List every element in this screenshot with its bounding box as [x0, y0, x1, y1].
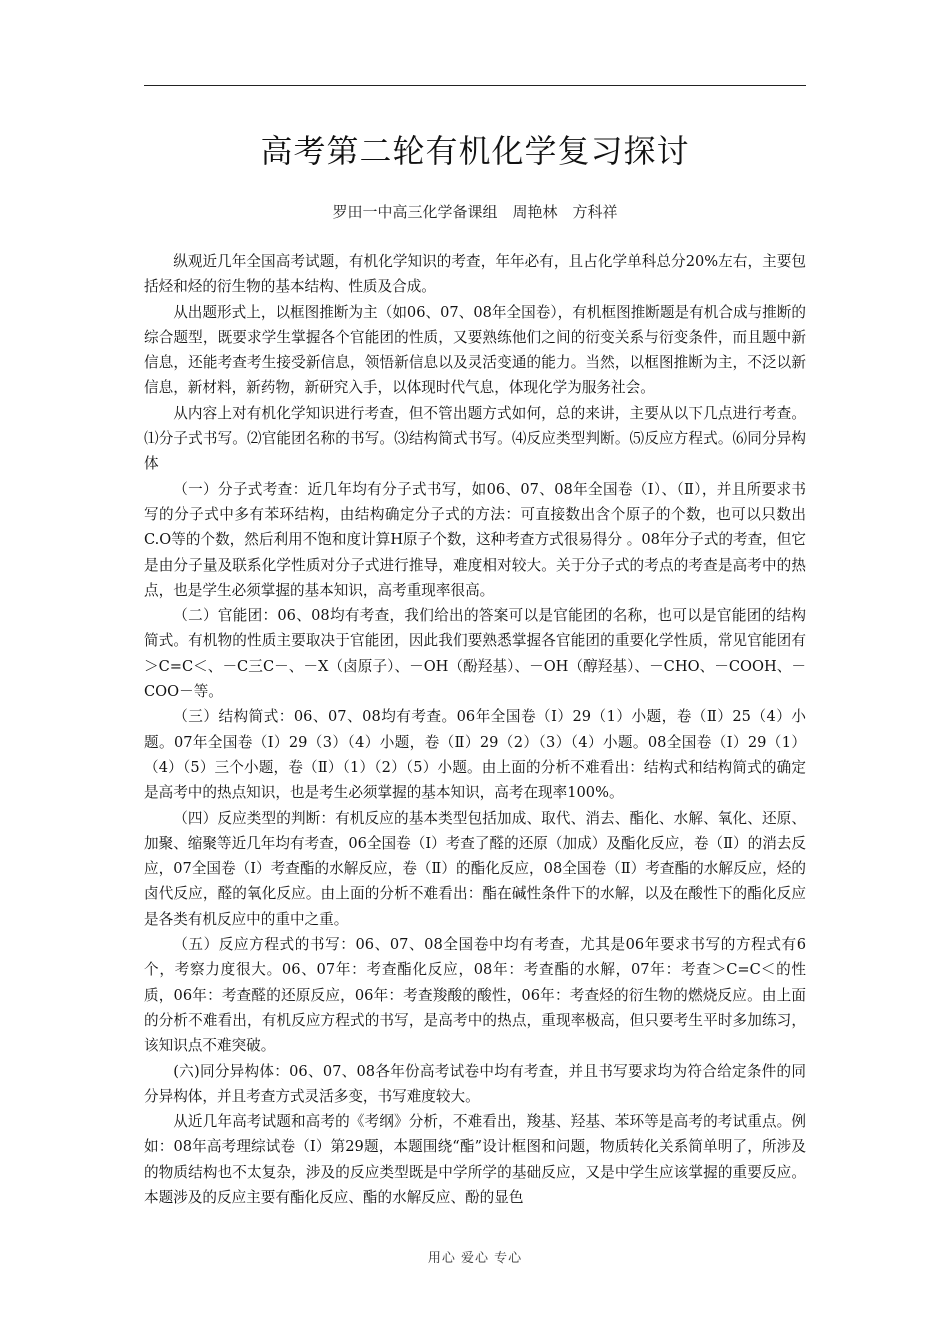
paragraph-molecular-formula: （一）分子式考查：近几年均有分子式书写，如06、07、08年全国卷（Ⅰ）、（Ⅱ），并且所要求书写的分子式中多有苯环结构，由结构确定分子式的方法：可直接数出含个原子的个数，也可以只数出C.O等的个数，然后利用不饱和度计算H原子个数，这种考查方式很易得分 。08年分子式的考查，但它是由分子量及联系化学性质对分子式进行推导，难度相对较大。关于分子式的考点的考查是高考中的热点，也是学生必须掌握的基本知识，高考重现率很高。 [144, 480, 806, 599]
document-authors: 罗田一中高三化学备课组 周艳林 方科祥 [332, 203, 618, 221]
paragraph-form: 从出题形式上，以框图推断为主（如06、07、08年全国卷），有机框图推断题是有机合成与推断的综合题型，既要求学生掌握各个官能团的性质，又要熟练他们之间的衍变关系与衍变条件，而且题中新信息，还能考查考生接受新信息，领悟新信息以及灵活变通的能力。当然，以框图推断为主，不泛以新信息，新材料，新药物，新研究入手，以体现时代气息，体现化学为服务社会。 [144, 303, 806, 397]
document-title: 高考第二轮有机化学复习探讨 [260, 132, 690, 170]
paragraph-reaction-equations: （五）反应方程式的书写：06、07、08全国卷中均有考查，尤其是06年要求书写的方程式有6个，考察力度很大。06、07年：考查酯化反应，08年：考查酯的水解，07年：考查＞C=C＜的性质，06年：考查醛的还原反应，06年：考查羧酸的酸性，06年：考查烃的衍生物的燃烧反应。由上面的分析不难看出，有机反应方程式的书写，是高考中的热点，重现率极高，但只要考生平时多加练习，该知识点不难突破。 [144, 936, 806, 1055]
paragraph-intro: 纵观近几年全国高考试题，有机化学知识的考查，年年必有，且占化学单科总分20%左右，主要包括烃和烃的衍生物的基本结构、性质及合成。 [144, 253, 806, 296]
paragraph-functional-groups: （二）官能团：06、08均有考查，我们给出的答案可以是官能团的名称，也可以是官能团的结构简式。有机物的性质主要取决于官能团，因此我们要熟悉掌握各官能团的重要化学性质，常见官能团有＞C=C＜、－C三C－、－X（卤原子）、－OH（酚羟基）、－OH（醇羟基）、－CHO、－COOH、－COO－等。 [144, 607, 806, 701]
page-footer: 用心 爱心 专心 [427, 1251, 523, 1266]
paragraph-structural-formula: （三）结构简式：06、07、08均有考查。06年全国卷（Ⅰ）29（1）小题，卷（Ⅱ）25（4）小题。07年全国卷（Ⅰ）29（3）（4）小题，卷（Ⅱ）29（2）（3）（4）小题。08全国卷（Ⅰ）29（1）（4）（5）三个小题，卷（Ⅱ）（1）（2）（5）小题。由上面的分析不难看出：结构式和结构简式的确定是高考中的热点知识，也是考生必须掌握的基本知识，高考在现率100%。 [144, 708, 806, 802]
document-body [144, 249, 806, 1210]
paragraph-reaction-types: （四）反应类型的判断：有机反应的基本类型包括加成、取代、消去、酯化、水解、氧化、还原、加聚、缩聚等近几年均有考查，06全国卷（Ⅰ）考查了醛的还原（加成）及酯化反应，卷（Ⅱ）的消去反应，07全国卷（Ⅰ）考查酯的水解反应，卷（Ⅱ）的酯化反应，08全国卷（Ⅱ）考查酯的水解反应，烃的卤代反应，醛的氧化反应。由上面的分析不难看出：酯在碱性条件下的水解，以及在酸性下的酯化反应是各类有机反应中的重中之重。 [144, 809, 806, 928]
paragraph-exam-analysis: 从近几年高考试题和高考的《考纲》分析，不难看出，羧基、羟基、苯环等是高考的考试重点。例如：08年高考理综试卷（Ⅰ）第29题，本题围绕“酯”设计框图和问题，物质转化关系简单明了，所涉及的物质结构也不太复杂，涉及的反应类型既是中学所学的基础反应，又是中学生应该掌握的重要反应。本题涉及的反应主要有酯化反应、酯的水解反应、酚的显色 [144, 1113, 806, 1206]
paragraph-isomers: (六)同分异构体：06、07、08各年份高考试卷中均有考查，并且书写要求均为符合给定条件的同分异构体，并且考查方式灵活多变，书写难度较大。 [144, 1062, 806, 1105]
paragraph-content: 从内容上对有机化学知识进行考查，但不管出题方式如何，总的来讲，主要从以下几点进行考查。⑴分子式书写。⑵官能团名称的书写。⑶结构简式书写。⑷反应类型判断。⑸反应方程式。⑹同分异构体 [144, 404, 806, 473]
header-rule [144, 85, 806, 86]
